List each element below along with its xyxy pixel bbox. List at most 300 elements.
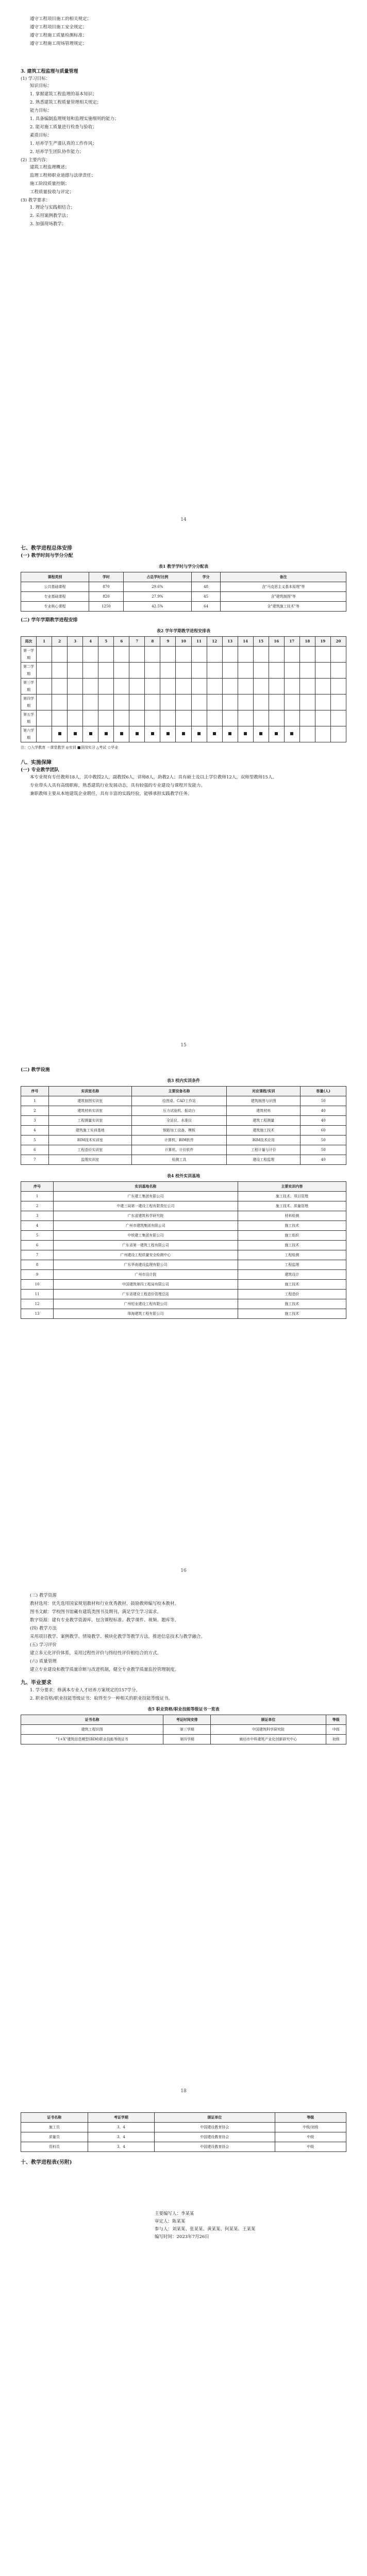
table-cell: 建设工程监理 — [227, 1155, 301, 1165]
table-cell: 建筑工程测量 — [227, 1116, 301, 1126]
column-header: 11 — [191, 637, 207, 647]
week-cell — [83, 710, 98, 726]
column-header: 6 — [114, 637, 129, 647]
week-cell — [253, 663, 269, 679]
week-cell — [176, 710, 191, 726]
week-cell — [68, 647, 83, 663]
week-cell — [98, 710, 114, 726]
week-cell — [253, 694, 269, 710]
sub-heading: (2) 主要内容： — [21, 158, 51, 163]
certificate-table — [21, 1715, 346, 1744]
resources-paragraphs — [21, 1592, 346, 1673]
table-cell: 质量员 — [21, 2132, 88, 2142]
week-cell — [37, 726, 52, 742]
week-cell — [145, 710, 160, 726]
week-cell — [238, 663, 253, 679]
week-cell — [330, 726, 346, 742]
column-header: 主要实训内容 — [238, 1182, 346, 1192]
week-cell — [83, 726, 98, 742]
week-cell — [114, 647, 129, 663]
week-cell — [160, 679, 176, 694]
week-cell — [299, 726, 315, 742]
semester-label: 第三学期 — [21, 679, 37, 694]
section-heading: 八、实施保障 — [21, 760, 52, 766]
week-cell — [176, 647, 191, 663]
week-cell — [207, 726, 222, 742]
table-cell: 施工技术 — [238, 1309, 346, 1319]
page-1-text — [21, 15, 346, 229]
week-cell — [68, 694, 83, 710]
table-cell: 施工员 — [21, 2123, 88, 2132]
list-item: 监理工程师职业道德与法律责任； — [30, 173, 96, 178]
list-item: 1. 具备编制监理规划和监理实施细则的能力； — [30, 116, 119, 122]
column-header: 颁证单位 — [155, 2113, 275, 2123]
internship-mark — [166, 732, 170, 735]
week-cell — [269, 710, 284, 726]
table-row — [21, 1116, 346, 1126]
table-cell: 40 — [301, 1116, 346, 1126]
paragraph: 采用项目教学、案例教学、情境教学、模块化教学等教学方法，推进信息技术与教学融合。 — [30, 1634, 206, 1639]
internship-mark — [74, 732, 77, 735]
week-cell — [114, 679, 129, 694]
week-cell — [315, 663, 330, 679]
table-cell: 中国建设教育协会 — [155, 2132, 275, 2142]
table-cell: 1 — [21, 1096, 49, 1106]
table-caption: 表1 教学学时与学分分配表 — [158, 564, 209, 569]
week-cell — [98, 694, 114, 710]
internship-mark — [120, 732, 123, 735]
week-cell — [238, 710, 253, 726]
week-cell — [68, 710, 83, 726]
week-cell — [145, 726, 160, 742]
sub-heading: (1) 学习目标： — [21, 76, 51, 81]
table-cell: 建筑制图实训室 — [48, 1096, 131, 1106]
table-cell: 施工组织 — [238, 1231, 346, 1241]
week-cell — [222, 647, 238, 663]
table-cell: 5 — [21, 1136, 49, 1145]
list-item: 遵守工程施工质量检测标准； — [30, 33, 87, 38]
table-caption: 表2 学年学期教学进程安排表 — [156, 628, 211, 633]
semester-label: 第二学期 — [21, 663, 37, 679]
week-cell — [145, 647, 160, 663]
table-row — [21, 1241, 346, 1250]
table-cell: 中国建设教育协会 — [155, 2123, 275, 2132]
week-cell — [207, 710, 222, 726]
page-3 — [0, 1056, 367, 1582]
table-cell: 施工技术 — [238, 1280, 346, 1290]
table-row — [21, 1231, 346, 1241]
week-cell — [160, 694, 176, 710]
paragraph: 教材选用：优先选用国家规划教材和行业优秀教材，鼓励教师编写校本教材。 — [30, 1601, 179, 1606]
week-cell — [160, 663, 176, 679]
table-cell: 广东省建设工程造价管理总站 — [54, 1290, 238, 1299]
week-cell — [37, 647, 52, 663]
week-cell — [129, 726, 145, 742]
table-cell: 工程造价 — [238, 1290, 346, 1299]
table-cell: 广州建设工程质量安全检测中心 — [54, 1250, 238, 1260]
table-cell: 中级/初级 — [275, 2123, 346, 2132]
week-cell — [191, 694, 207, 710]
week-cell — [83, 679, 98, 694]
sub-heading: (二) 教学设施 — [21, 1067, 50, 1073]
table-cell: 6 — [21, 1145, 49, 1155]
sub-heading: (二) 学年学期教学进程安排 — [21, 618, 78, 623]
semester-label: 第四学期 — [21, 694, 37, 710]
table-cell: 绘图桌、CAD工作站 — [131, 1096, 226, 1106]
week-cell — [299, 679, 315, 694]
paragraph: 1. 学分要求：修满本专业人才培养方案规定的157学分。 — [30, 1688, 141, 1693]
table-cell: 5 — [21, 1231, 54, 1241]
week-cell — [129, 663, 145, 679]
column-header: 17 — [284, 637, 299, 647]
week-cell — [299, 663, 315, 679]
week-cell — [222, 679, 238, 694]
week-cell — [191, 679, 207, 694]
week-cell — [330, 710, 346, 726]
table-cell: 材料检测 — [238, 1211, 346, 1221]
column-header: 14 — [238, 637, 253, 647]
internship-mark — [136, 732, 139, 735]
list-item: 3. 加强现场教学； — [30, 222, 66, 227]
week-cell — [330, 647, 346, 663]
week-cell — [83, 663, 98, 679]
table-cell: 3、4 — [88, 2123, 155, 2132]
table-cell: 中国建筑第四工程局有限公司 — [54, 1280, 238, 1290]
schedule-row — [21, 679, 346, 694]
paragraph: 数字资源：建有专业教学资源库，包含课程标准、教学课件、视频、题库等。 — [30, 1618, 179, 1623]
week-cell — [145, 694, 160, 710]
table-cell: 资料员 — [21, 2142, 88, 2152]
week-cell — [145, 663, 160, 679]
internship-mark — [228, 732, 231, 735]
week-cell — [52, 726, 68, 742]
table-cell: 48 — [191, 582, 221, 592]
table-cell: 6 — [21, 1241, 54, 1250]
table-cell: 施工技术、项目管理 — [238, 1192, 346, 1201]
semester-label: 第六学期 — [21, 726, 37, 742]
paragraph: (三) 教学资源 — [30, 1593, 57, 1598]
week-cell — [176, 679, 191, 694]
week-cell — [129, 710, 145, 726]
table-row — [21, 1126, 346, 1136]
week-cell — [315, 726, 330, 742]
column-header: 等级 — [275, 2113, 346, 2123]
week-cell — [222, 694, 238, 710]
list-item: 工程质量验收与评定； — [30, 190, 74, 195]
author-line: 主要编写人：李某某 — [155, 2211, 194, 2216]
table-cell: 钢筋加工设备、模板 — [131, 1126, 226, 1136]
list-item: 建筑工程监理概述； — [30, 165, 70, 170]
week-cell — [52, 694, 68, 710]
week-cell — [269, 679, 284, 694]
table-cell: 专业核心课程 — [21, 602, 89, 612]
table-row — [21, 1260, 346, 1270]
week-cell — [330, 694, 346, 710]
list-item: 2. 能对施工质量进行检查与验收； — [30, 125, 97, 130]
week-cell — [98, 679, 114, 694]
table-cell: 计算机、计价软件 — [131, 1145, 226, 1155]
table-cell: 10 — [21, 1280, 54, 1290]
week-cell — [207, 663, 222, 679]
table-row — [21, 1250, 346, 1260]
table-cell: 广州恒业建设工程有限公司 — [54, 1299, 238, 1309]
list-item: 1. 培养学生严谨认真的工作作风； — [30, 141, 97, 146]
table-row — [21, 1725, 346, 1735]
column-header: 20 — [330, 637, 346, 647]
week-cell — [191, 647, 207, 663]
table-caption: 表4 校外实训基地 — [166, 1173, 201, 1178]
week-cell — [176, 663, 191, 679]
column-header: 5 — [98, 637, 114, 647]
week-cell — [83, 694, 98, 710]
week-cell — [52, 710, 68, 726]
column-header: 16 — [269, 637, 284, 647]
column-header: 考证时间安排 — [163, 1715, 211, 1725]
week-cell — [160, 726, 176, 742]
table-cell: 广州市建筑集团有限公司 — [54, 1221, 238, 1231]
internship-mark — [197, 732, 201, 735]
table-row — [21, 602, 346, 612]
week-cell — [299, 694, 315, 710]
list-item: 1. 掌握建筑工程监理的基本知识； — [30, 92, 97, 97]
section-heading: 十、教学进程表(另附) — [21, 2160, 72, 2165]
week-cell — [238, 726, 253, 742]
week-cell — [253, 647, 269, 663]
paragraph: 专业带头人具有高级职称，熟悉建筑行业发展动态，具有较强的专业建设与课程开发能力。 — [30, 783, 206, 788]
table-note: 注：○入学教育 ＝课堂教学 ◎实训 ■顶岗实习 △考试 ☆毕业 — [21, 745, 119, 750]
week-cell — [207, 694, 222, 710]
table-cell: 3、4 — [88, 2132, 155, 2142]
week-cell — [191, 663, 207, 679]
week-cell — [114, 663, 129, 679]
table-cell: 42.5% — [123, 602, 191, 612]
list-item: 知识目标： — [30, 83, 52, 89]
week-cell — [299, 710, 315, 726]
table-cell: 广东建工集团有限公司 — [54, 1192, 238, 1201]
week-cell — [114, 726, 129, 742]
table-cell: 建筑制图与识图 — [227, 1096, 301, 1106]
week-cell — [207, 647, 222, 663]
week-cell — [284, 694, 299, 710]
week-cell — [315, 679, 330, 694]
week-cell — [284, 726, 299, 742]
column-header: 证书名称 — [21, 1715, 163, 1725]
week-cell — [222, 663, 238, 679]
table-cell: 检测工具 — [131, 1155, 226, 1165]
list-item: 2. 采用案例教学法； — [30, 213, 71, 218]
table-cell: 中铁建工集团有限公司 — [54, 1231, 238, 1241]
table-cell: 珠海建筑工程有限公司 — [54, 1309, 238, 1319]
column-header: 颁证单位 — [211, 1715, 326, 1725]
table-cell: 压力试验机、振动台 — [131, 1106, 226, 1116]
main-content-list — [21, 164, 346, 196]
table-cell: 64 — [191, 602, 221, 612]
table-cell: 公共基础课程 — [21, 582, 89, 592]
week-cell — [98, 726, 114, 742]
table-cell: 870 — [89, 582, 123, 592]
table-row — [21, 1096, 346, 1106]
column-header: 对应课程/实训 — [227, 1087, 301, 1096]
list-item: 素质目标： — [30, 133, 52, 138]
week-cell — [269, 726, 284, 742]
week-cell — [37, 663, 52, 679]
column-header: 18 — [299, 637, 315, 647]
week-cell — [238, 679, 253, 694]
table-cell: 12 — [21, 1299, 54, 1309]
week-cell — [315, 694, 330, 710]
table-cell: 施工技术、质量管理 — [238, 1201, 346, 1211]
table-cell: 中级 — [326, 1725, 346, 1735]
week-cell — [160, 710, 176, 726]
column-header: 课程类别 — [21, 572, 89, 582]
table-cell: 50 — [301, 1136, 346, 1145]
week-cell — [269, 647, 284, 663]
table-cell: 工程监理 — [238, 1260, 346, 1270]
paragraph: 本专业现有专任教师18人，其中教授2人，副教授6人，讲师8人，助教2人；具有硕士及以上学位教师12人，双师型教师15人。 — [30, 775, 277, 780]
semester-label: 第五学期 — [21, 710, 37, 726]
schedule-row — [21, 663, 346, 679]
week-cell — [330, 663, 346, 679]
list-item: 遵守工程施工现场管理规定； — [30, 41, 87, 46]
table-cell: 3 — [21, 1211, 54, 1221]
week-cell — [83, 647, 98, 663]
week-cell — [284, 710, 299, 726]
column-header: 序号 — [21, 1182, 54, 1192]
internship-mark — [259, 732, 262, 735]
internship-mark — [213, 732, 216, 735]
table-cell: 1250 — [89, 602, 123, 612]
certificate-table-continued — [21, 2112, 346, 2152]
column-header: 15 — [253, 637, 269, 647]
week-cell — [253, 679, 269, 694]
page-1 — [0, 0, 367, 531]
list-item: 2. 熟悉建筑工程质量管理相关规定； — [30, 100, 102, 105]
column-header: 7 — [129, 637, 145, 647]
table-cell: 广州市设计院 — [54, 1270, 238, 1280]
learning-goals — [21, 82, 346, 156]
table-cell: 中国建筑科学研究院 — [211, 1725, 326, 1735]
table-row — [21, 1145, 346, 1155]
list-item: 遵守工程项目施工的相关规定； — [30, 16, 92, 22]
table-cell: 3、4 — [88, 2142, 155, 2152]
page-number: 14 — [180, 517, 187, 522]
table-cell: 7 — [21, 1155, 49, 1165]
sub-heading: (3) 教学要求： — [21, 198, 51, 203]
table-cell: 建筑材料实训室 — [48, 1106, 131, 1116]
table-row — [21, 1106, 346, 1116]
week-cell — [284, 663, 299, 679]
table-cell: 全站仪、水准仪 — [131, 1116, 226, 1126]
week-cell — [253, 726, 269, 742]
table-cell: 8 — [21, 1260, 54, 1270]
internship-mark — [275, 732, 278, 735]
table-cell: 中级 — [275, 2142, 346, 2152]
column-header: 1 — [37, 637, 52, 647]
week-cell — [129, 694, 145, 710]
table-row — [21, 1136, 346, 1145]
column-header: 实训基地名称 — [54, 1182, 238, 1192]
internship-mark — [105, 732, 108, 735]
week-cell — [68, 726, 83, 742]
schedule-row — [21, 694, 346, 710]
week-cell — [68, 679, 83, 694]
column-header: 占总学时比例 — [123, 572, 191, 582]
column-header: 周次 — [21, 637, 37, 647]
table-cell: 60 — [301, 1126, 346, 1136]
column-header: 13 — [222, 637, 238, 647]
table-row — [21, 1735, 346, 1744]
section-title: 3. 建筑工程监理与质量管理 — [21, 69, 78, 74]
paragraph: 建立多元化评价体系，采用过程性评价与终结性评价相结合的方式。 — [30, 1651, 162, 1656]
list-item: 2. 培养学生团队协作能力； — [30, 149, 84, 155]
authors-block — [155, 2210, 256, 2241]
table-cell: BIM技术实训室 — [48, 1136, 131, 1145]
page-2 — [0, 531, 367, 1056]
table-cell: 27.9% — [123, 592, 191, 602]
table-cell: 初级 — [326, 1735, 346, 1744]
table-cell: 11 — [21, 1290, 54, 1299]
table-cell: 中级 — [275, 2132, 346, 2142]
table-cell: 45 — [191, 592, 221, 602]
column-header: 2 — [52, 637, 68, 647]
week-cell — [114, 710, 129, 726]
column-header: 学时 — [89, 572, 123, 582]
table-cell: 第四学期 — [163, 1735, 211, 1744]
week-cell — [160, 647, 176, 663]
column-header: 证书名称 — [21, 2113, 88, 2123]
table-cell: 施工技术 — [238, 1241, 346, 1250]
table-cell: 7 — [21, 1250, 54, 1260]
column-header: 容量(人) — [301, 1087, 346, 1096]
table-row — [21, 1270, 346, 1280]
table-cell: 含"建筑施工技术"等 — [221, 602, 346, 612]
schedule-row — [21, 647, 346, 663]
table-cell: 50 — [301, 1145, 346, 1155]
table-cell: 施工技术 — [238, 1221, 346, 1231]
internship-mark — [290, 732, 293, 735]
internship-mark — [182, 732, 185, 735]
week-cell — [98, 647, 114, 663]
table-cell: 工程检测 — [238, 1250, 346, 1260]
team-paragraphs — [21, 774, 346, 798]
table-cell: 中国建设教育协会 — [155, 2142, 275, 2152]
table-cell: 工程计量与计价 — [227, 1145, 301, 1155]
table-cell: 4 — [21, 1126, 49, 1136]
table-cell: 中建三局第一建设工程有限责任公司 — [54, 1201, 238, 1211]
table-cell: 广东华南建设监理有限公司 — [54, 1260, 238, 1270]
week-cell — [330, 679, 346, 694]
week-cell — [222, 710, 238, 726]
column-header: 实训室名称 — [48, 1087, 131, 1096]
table-cell: 含"建筑制图"等 — [221, 592, 346, 602]
external-training-table — [21, 1181, 346, 1319]
table-cell: BIM技术应用 — [227, 1136, 301, 1145]
list-item: 1. 理论与实践相结合； — [30, 205, 75, 210]
week-cell — [253, 710, 269, 726]
table-cell: 820 — [89, 592, 123, 602]
sub-heading: (一) 专业教学团队 — [21, 768, 59, 773]
table-cell: 廊坊市中科建筑产业化创新研究中心 — [211, 1735, 326, 1744]
week-cell — [176, 726, 191, 742]
page-5 — [0, 2102, 367, 2576]
table-cell: 3 — [21, 1116, 49, 1126]
column-header: 备注 — [221, 572, 346, 582]
page-number: 16 — [180, 1568, 187, 1573]
internship-mark — [151, 732, 154, 735]
week-cell — [52, 647, 68, 663]
author-line: 审定人：陈某某 — [155, 2219, 186, 2224]
top-item-list — [21, 15, 346, 47]
